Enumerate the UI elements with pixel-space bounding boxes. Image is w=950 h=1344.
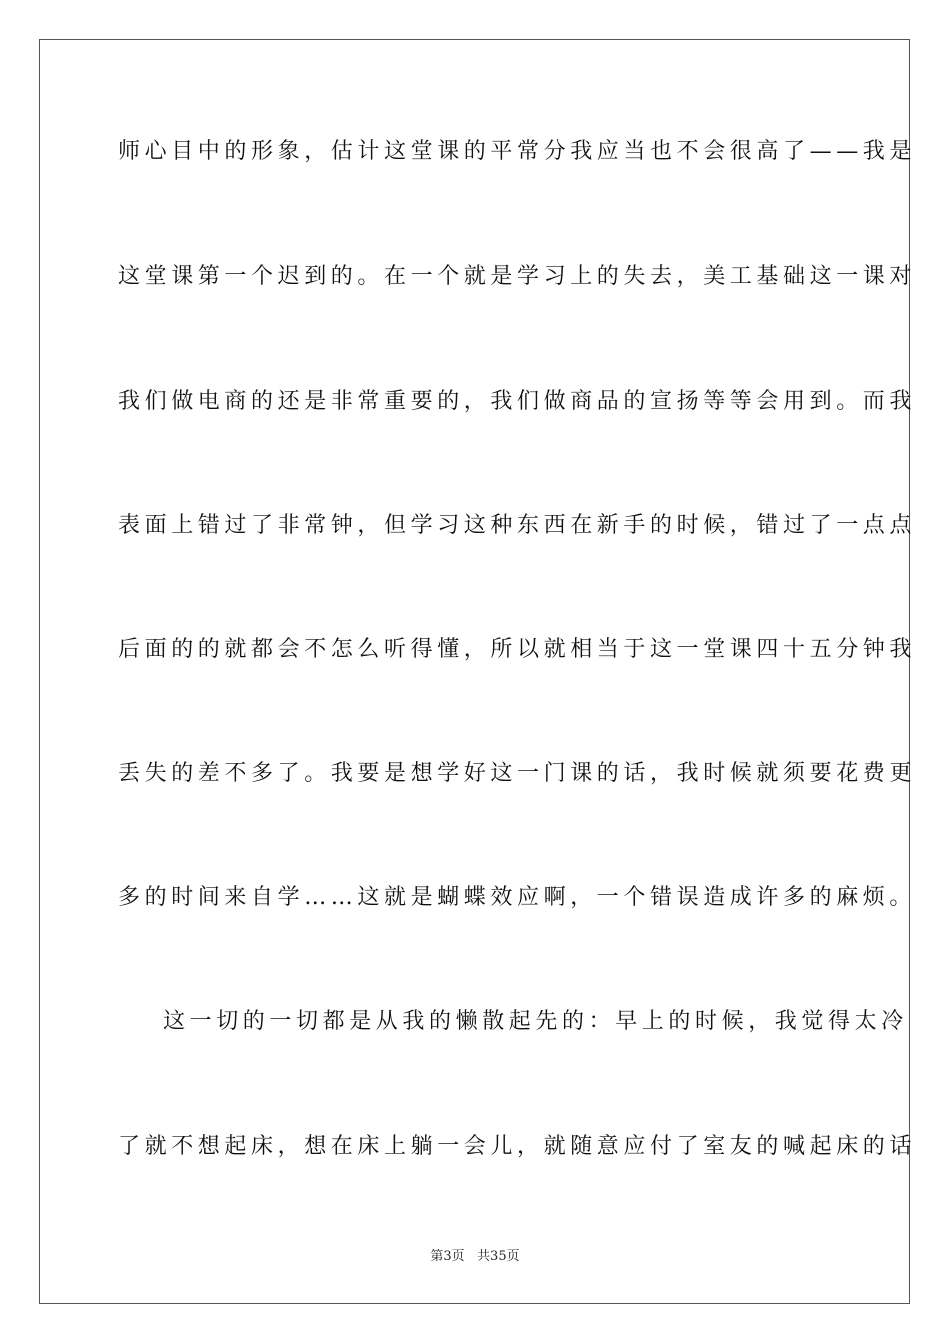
- paragraph-start-line: 这一切的一切都是从我的懒散起先的：早上的时候，我觉得太冷: [163, 1009, 908, 1034]
- body-text-line: 丢失的差不多了。我要是想学好这一门课的话，我时候就须要花费更: [118, 761, 917, 786]
- page-number-footer: 第3页 共35页: [430, 1249, 520, 1264]
- body-text-line: 这堂课第一个迟到的。在一个就是学习上的失去，美工基础这一课对: [118, 264, 917, 289]
- body-text-line: 我们做电商的还是非常重要的，我们做商品的宣扬等等会用到。而我: [118, 389, 917, 414]
- body-text-line: 了就不想起床，想在床上躺一会儿，就随意应付了室友的喊起床的话: [118, 1134, 917, 1159]
- body-text-line: 多的时间来自学……这就是蝴蝶效应啊，一个错误造成许多的麻烦。: [118, 885, 917, 910]
- page-border: [39, 39, 917, 1304]
- body-text-line: 后面的的就都会不怎么听得懂，所以就相当于这一堂课四十五分钟我: [118, 637, 917, 662]
- body-text-line: 师心目中的形象，估计这堂课的平常分我应当也不会很高了——我是: [118, 139, 917, 164]
- body-text-line: 表面上错过了非常钟，但学习这种东西在新手的时候，错过了一点点: [118, 513, 917, 538]
